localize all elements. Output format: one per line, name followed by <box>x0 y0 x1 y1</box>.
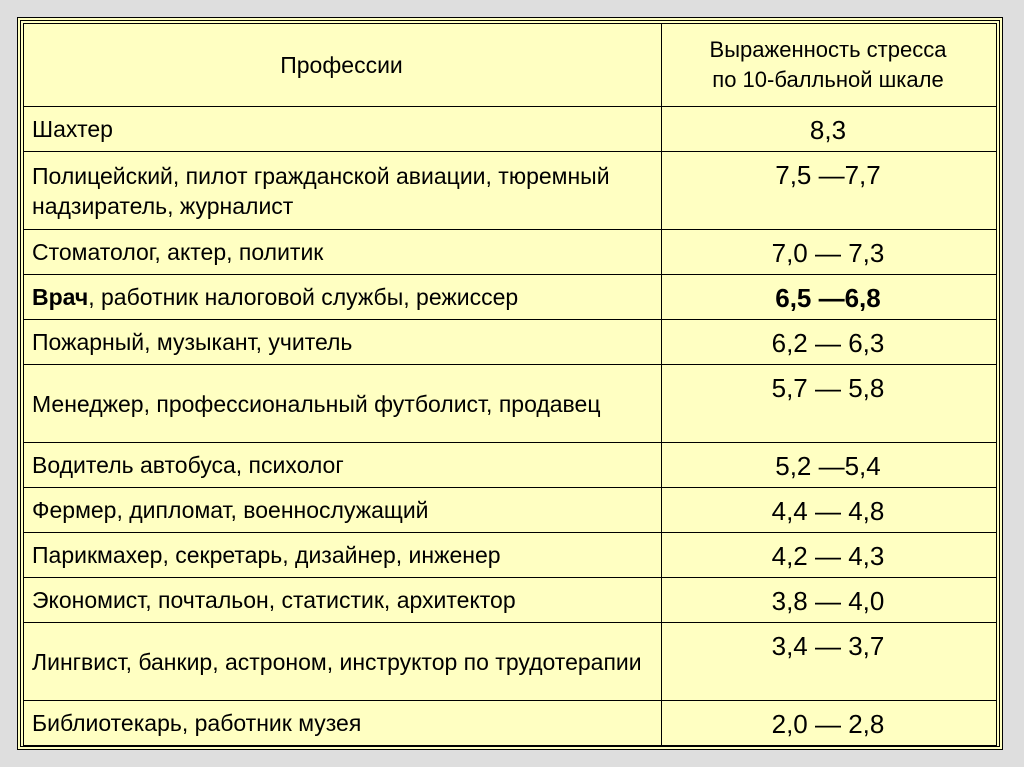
stress-value-cell: 3,8 — 4,0 <box>662 578 997 623</box>
stress-table <box>23 23 997 746</box>
stress-value-cell: 2,0 — 2,8 <box>662 701 997 746</box>
stress-value-cell: 8,3 <box>662 107 997 152</box>
profession-text: Стоматолог, актер, политик <box>32 239 324 265</box>
profession-cell <box>24 443 662 488</box>
table-row <box>24 320 997 365</box>
table-row <box>24 533 997 578</box>
profession-text: Пожарный, музыкант, учитель <box>32 329 353 355</box>
table-row <box>24 152 997 230</box>
profession-text: Полицейский, пилот гражданской авиации, тюремный надзиратель, журналист <box>32 162 610 219</box>
table-frame <box>17 17 1003 750</box>
profession-cell <box>24 488 662 533</box>
profession-cell <box>24 152 662 230</box>
stress-value-cell: 4,2 — 4,3 <box>662 533 997 578</box>
profession-cell <box>24 230 662 275</box>
profession-cell <box>24 533 662 578</box>
profession-text: Библиотекарь, работник музея <box>32 710 362 736</box>
profession-text: , работник налоговой службы, режиссер <box>88 284 519 310</box>
table-header-row <box>24 24 997 107</box>
stress-value-cell: 7,0 — 7,3 <box>662 230 997 275</box>
header-profession: Профессии <box>24 24 662 107</box>
profession-bold-prefix: Врач <box>32 284 89 310</box>
table-row <box>24 230 997 275</box>
profession-cell <box>24 107 662 152</box>
profession-cell <box>24 320 662 365</box>
profession-cell <box>24 623 662 701</box>
stress-value-cell: 3,4 — 3,7 <box>662 623 997 701</box>
header-stress-line2: по 10-балльной шкале <box>712 67 944 92</box>
table-row <box>24 443 997 488</box>
profession-cell <box>24 578 662 623</box>
profession-text: Менеджер, профессиональный футболист, продавец <box>32 390 601 417</box>
profession-text: Фермер, дипломат, военнослужащий <box>32 497 429 523</box>
profession-text: Лингвист, банкир, астроном, инструктор по трудотерапии <box>32 648 642 675</box>
profession-text: Экономист, почтальон, статистик, архитектор <box>32 587 516 613</box>
profession-text: Парикмахер, секретарь, дизайнер, инженер <box>32 542 501 568</box>
stress-value-cell: 4,4 — 4,8 <box>662 488 997 533</box>
profession-cell <box>24 275 662 320</box>
table-row <box>24 107 997 152</box>
profession-cell <box>24 701 662 746</box>
stress-value-cell: 5,7 — 5,8 <box>662 365 997 443</box>
profession-text: Водитель автобуса, психолог <box>32 452 344 478</box>
profession-text: Шахтер <box>32 116 113 142</box>
profession-cell <box>24 365 662 443</box>
stress-value-cell: 7,5 —7,7 <box>662 152 997 230</box>
header-stress-level <box>662 24 997 107</box>
table-row <box>24 365 997 443</box>
table-row <box>24 623 997 701</box>
table-row <box>24 488 997 533</box>
stress-value-cell: 5,2 —5,4 <box>662 443 997 488</box>
stress-value-cell: 6,5 —6,8 <box>662 275 997 320</box>
table-row <box>24 578 997 623</box>
stress-value-cell: 6,2 — 6,3 <box>662 320 997 365</box>
table-row <box>24 275 997 320</box>
header-stress-line1: Выраженность стресса <box>709 37 947 62</box>
table-row <box>24 701 997 746</box>
